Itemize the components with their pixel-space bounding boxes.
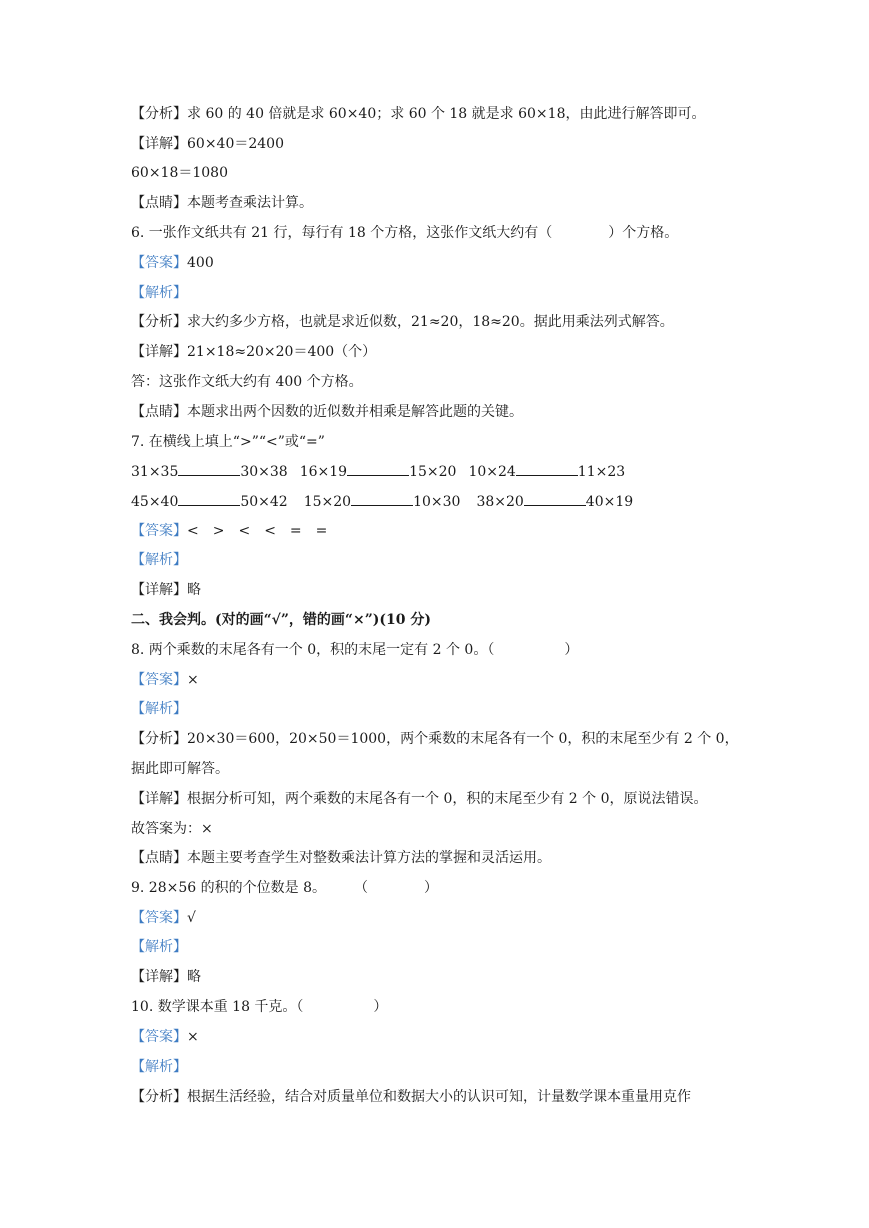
question-7: 7. 在横线上填上“>”“<”或“=” (131, 434, 325, 450)
explanation-label: 【解析】 (131, 552, 187, 568)
expr-right: 15×20 (409, 464, 457, 480)
comparison-row (131, 461, 625, 482)
answer-line (131, 670, 199, 690)
fill-blank (524, 491, 586, 506)
comment-line: 【点睛】本题求出两个因数的近似数并相乘是解答此题的关键。 (131, 404, 523, 420)
expr-right: 11×23 (577, 464, 626, 480)
section-heading: 二、我会判。(对的画“√”，错的画“×”)(10 分) (131, 612, 431, 628)
question-8: 8. 两个乘数的末尾各有一个 0，积的末尾一定有 2 个 0。（ ） (131, 642, 579, 658)
answer-value: × (187, 1029, 199, 1045)
explanation-label: 【解析】 (131, 285, 187, 301)
fill-blank (178, 461, 240, 476)
analysis-line: 据此即可解答。 (131, 761, 229, 777)
comment-line: 【点睛】本题考查乘法计算。 (131, 195, 313, 211)
expr-left: 10×24 (468, 464, 516, 480)
answer-line (131, 253, 214, 273)
answer-line (131, 1027, 199, 1047)
answer-label: 【答案】 (131, 1029, 187, 1045)
answer-line (131, 521, 327, 541)
answer-value: < > < < = = (187, 523, 328, 539)
comment-line: 【点睛】本题主要考查学生对整数乘法计算方法的掌握和灵活运用。 (131, 850, 551, 866)
fill-blank (351, 491, 413, 506)
fill-blank (347, 461, 409, 476)
analysis-line: 【分析】20×30＝600，20×50＝1000，两个乘数的末尾各有一个 0，积的末尾至少有 2 个 0， (131, 731, 739, 747)
expr-left: 15×20 (303, 494, 352, 510)
solution-line: 【详解】根据分析可知，两个乘数的末尾各有一个 0，积的末尾至少有 2 个 0，原说法错误。 (131, 791, 708, 807)
answer-sentence: 答：这张作文纸大约有 400 个方格。 (131, 374, 363, 390)
answer-label: 【答案】 (131, 910, 187, 926)
solution-line: 【详解】略 (131, 969, 201, 985)
expr-right: 30×38 (240, 464, 288, 480)
question-9: 9. 28×56 的积的个位数是 8。 （ ） (131, 880, 438, 896)
expr-right: 50×42 (240, 494, 288, 510)
solution-line: 【详解】21×18≈20×20＝400（个） (131, 344, 377, 360)
comparison-row (131, 491, 633, 512)
solution-line: 【详解】60×40＝2400 (131, 136, 284, 152)
answer-sentence: 故答案为：× (131, 821, 213, 837)
solution-line: 【详解】略 (131, 582, 201, 598)
answer-line (131, 908, 196, 928)
expr-right: 10×30 (413, 494, 461, 510)
explanation-label: 【解析】 (131, 1059, 187, 1075)
explanation-label: 【解析】 (131, 701, 187, 717)
question-10: 10. 数学课本重 18 千克。（ ） (131, 999, 388, 1015)
explanation-label: 【解析】 (131, 939, 187, 955)
answer-value: × (187, 672, 199, 688)
expr-right: 40×19 (585, 494, 634, 510)
answer-value: √ (187, 910, 196, 926)
fill-blank (178, 491, 240, 506)
expr-left: 16×19 (299, 464, 348, 480)
expr-left: 38×20 (476, 494, 524, 510)
analysis-line: 【分析】根据生活经验，结合对质量单位和数据大小的认识可知，计量数学课本重量用克作 (131, 1089, 691, 1105)
expr-left: 45×40 (131, 494, 179, 510)
analysis-line: 【分析】求 60 的 40 倍就是求 60×40；求 60 个 18 就是求 60×18，由此进行解答即可。 (131, 106, 706, 122)
question-6: 6. 一张作文纸共有 21 行，每行有 18 个方格，这张作文纸大约有（ ）个方格。 (131, 225, 679, 241)
answer-label: 【答案】 (131, 523, 187, 539)
answer-label: 【答案】 (131, 672, 187, 688)
answer-label: 【答案】 (131, 255, 187, 271)
answer-value: 400 (187, 255, 214, 271)
solution-line: 60×18＝1080 (131, 165, 228, 181)
analysis-line: 【分析】求大约多少方格，也就是求近似数，21≈20，18≈20。据此用乘法列式解答。 (131, 314, 674, 330)
expr-left: 31×35 (131, 464, 179, 480)
fill-blank (516, 461, 578, 476)
